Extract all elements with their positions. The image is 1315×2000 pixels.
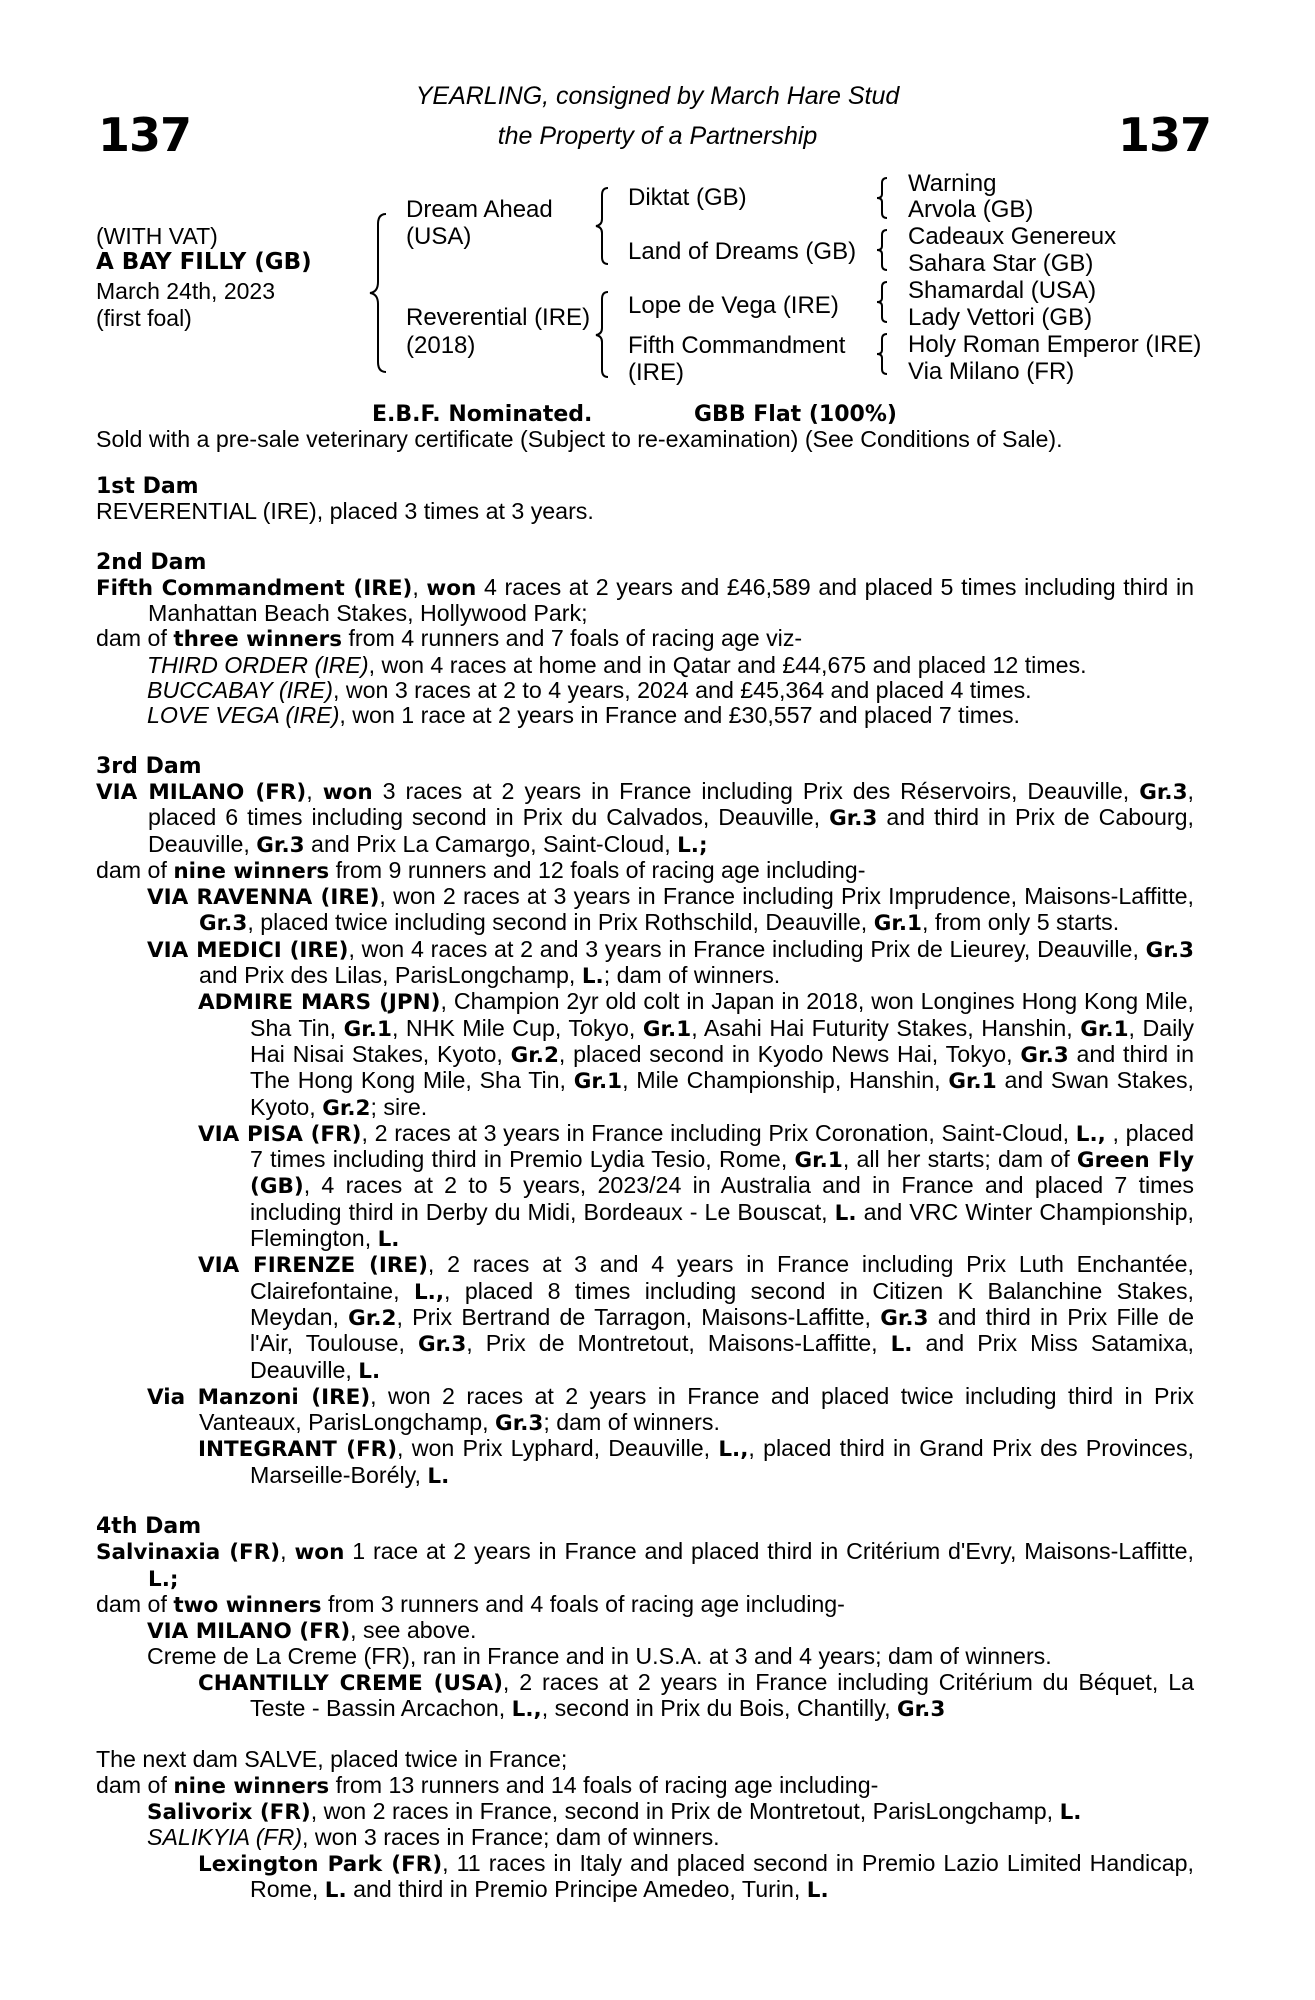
consignor-line: YEARLING, consigned by March Hare Stud bbox=[415, 82, 900, 110]
next-dam-line: The next dam SALVE, placed twice in France; bbox=[96, 1746, 568, 1773]
dam-of-label: dam of bbox=[96, 625, 167, 652]
progeny-via-manzoni: Via Manzoni (IRE), won 2 races at 2 years in France and placed twice including third in Prix Vanteaux, ParisLongchamp, Gr.3; dam of winners. bbox=[147, 1382, 1194, 1437]
sire-dam: Land of Dreams (GB) bbox=[628, 238, 857, 265]
g3-5: Lady Vettori (GB) bbox=[908, 304, 1093, 331]
dam-brace bbox=[592, 290, 612, 380]
catalogue-body bbox=[96, 474, 1194, 1903]
progeny-via-medici: VIA MEDICI (IRE), won 4 races at 2 and 3 years in France including Prix de Lieurey, Deauville, Gr.3 and Prix des Lilas, ParisLongchamp, L.; dam of winners. bbox=[147, 935, 1194, 990]
dam-sire: Lope de Vega (IRE) bbox=[628, 292, 839, 319]
progeny-name: LOVE VEGA (IRE) bbox=[147, 702, 340, 729]
dam3-name: VIA MILANO (FR) bbox=[96, 779, 307, 805]
progeny-salikyia: SALIKYIA (FR), won 3 races in France; dam of winners. bbox=[147, 1824, 720, 1851]
g3-7: Via Milano (FR) bbox=[908, 358, 1075, 385]
dam4-heading: 4th Dam bbox=[96, 1513, 202, 1539]
dam-year: (2018) bbox=[406, 332, 476, 359]
progeny-via-ravenna: VIA RAVENNA (IRE), won 2 races at 3 years in France including Prix Imprudence, Maisons-Laffitte, Gr.3, placed twice including second in Prix Rothschild, Deauville, Gr.1, from only 5 starts. bbox=[147, 883, 1194, 937]
foaling-date: March 24th, 2023 bbox=[96, 278, 276, 304]
progeny-text: , won 3 races at 2 to 4 years, 2024 and £45,364 and placed 4 times. bbox=[332, 677, 1032, 704]
progeny-item bbox=[96, 653, 1194, 678]
dam2-record: Fifth Commandment (IRE), won 4 races at 2 years and £46,589 and placed 5 times including third in Manhattan Beach Stakes, Hollywood Park; bbox=[96, 573, 1194, 627]
progeny-item bbox=[96, 678, 1194, 703]
progeny-text: , won 1 race at 2 years in France and £30,557 and placed 7 times. bbox=[339, 702, 1020, 729]
progeny-integrant: INTEGRANT (FR), won Prix Lyphard, Deauville, L.,, placed third in Grand Prix des Provinces, Marseille-Borély, L. bbox=[198, 1435, 1194, 1489]
dam3-record: VIA MILANO (FR), won 3 races at 2 years in France including Prix des Réservoirs, Deauville, Gr.3, placed 6 times including second in Prix du Calvados, Deauville, Gr.3 and third in Prix de Cabourg, Deauville, Gr.3 and Prix La Camargo, Saint-Cloud, L.; bbox=[96, 777, 1194, 858]
g3-brace-1 bbox=[873, 176, 891, 220]
progeny-salivorix: Salivorix (FR), won 2 races in France, second in Prix de Montretout, ParisLongchamp, L. bbox=[147, 1797, 1082, 1825]
next-dam-dam-of: dam of nine winners from 13 runners and 14 foals of racing age including- bbox=[96, 1771, 879, 1799]
g3-brace-2 bbox=[873, 228, 891, 272]
dam-dam-country: (IRE) bbox=[628, 359, 684, 386]
dam2-heading: 2nd Dam bbox=[96, 549, 207, 575]
g3-4: Shamardal (USA) bbox=[908, 277, 1097, 304]
lot-number-right: 137 bbox=[1118, 108, 1212, 162]
vet-certificate-note: Sold with a pre-sale veterinary certificate (Subject to re-examination) (See Conditions of Sale). bbox=[96, 426, 1063, 452]
vat-label: (WITH VAT) bbox=[96, 223, 218, 249]
g3-3: Sahara Star (GB) bbox=[908, 250, 1094, 277]
dam2-won: won bbox=[426, 575, 477, 601]
dam-name: Reverential (IRE) bbox=[406, 304, 591, 331]
g3-brace-4 bbox=[873, 332, 891, 376]
horse-name: A BAY FILLY (GB) bbox=[96, 249, 312, 275]
dam3-won: won bbox=[322, 779, 373, 805]
dam1-text: REVERENTIAL (IRE), placed 3 times at 3 years. bbox=[96, 498, 594, 525]
progeny-via-milano: VIA MILANO (FR), see above. bbox=[147, 1617, 477, 1645]
g3-6: Holy Roman Emperor (IRE) bbox=[908, 331, 1202, 358]
dam2-winners: three winners bbox=[173, 627, 343, 653]
progeny-item bbox=[96, 703, 1194, 728]
property-line: the Property of a Partnership bbox=[497, 122, 818, 150]
dam-dam: Fifth Commandment bbox=[628, 332, 846, 359]
sire-brace bbox=[592, 186, 612, 266]
sire-country: (USA) bbox=[406, 223, 472, 250]
gbb-nomination: GBB Flat (100%) bbox=[694, 402, 897, 427]
dam2-name: Fifth Commandment (IRE) bbox=[96, 575, 413, 601]
dam3-dam-of: dam of nine winners from 9 runners and 12 foals of racing age including- bbox=[96, 856, 866, 884]
sire-name: Dream Ahead bbox=[406, 196, 553, 223]
sire-sire: Diktat (GB) bbox=[628, 184, 747, 211]
g3-brace-3 bbox=[873, 280, 891, 324]
progeny-creme-de-la-creme: Creme de La Creme (FR), ran in France and in U.S.A. at 3 and 4 years; dam of winners. bbox=[147, 1643, 1052, 1670]
pedigree-main-brace bbox=[366, 212, 390, 374]
dam2-dam-of bbox=[96, 626, 1194, 652]
dam1-heading: 1st Dam bbox=[96, 474, 199, 499]
progeny-name: THIRD ORDER (IRE) bbox=[147, 651, 369, 678]
g3-2: Cadeaux Genereux bbox=[908, 223, 1117, 250]
progeny-text: , won 4 races at home and in Qatar and £44,675 and placed 12 times. bbox=[368, 651, 1087, 678]
progeny-lexington-park: Lexington Park (FR), 11 races in Italy and placed second in Premio Lazio Limited Handicap, Rome, L. and third in Premio Principe Amedeo, Turin, L. bbox=[198, 1849, 1194, 1903]
progeny-name: BUCCABAY (IRE) bbox=[147, 677, 333, 704]
foal-note: (first foal) bbox=[96, 305, 192, 331]
progeny-admire-mars: ADMIRE MARS (JPN), Champion 2yr old colt in Japan in 2018, won Longines Hong Kong Mile, Sha Tin, Gr.1, NHK Mile Cup, Tokyo, Gr.1, Asahi Hai Futurity Stakes, Hanshin, Gr.1, Daily Hai Nisai Stakes, Kyoto, Gr.2, placed second in Kyodo News Hai, Tokyo, Gr.3 and third in The Hong Kong Mile, Sha Tin, Gr.1, Mile Championship, Hanshin, Gr.1 and Swan Stakes, Kyoto, Gr.2; sire. bbox=[198, 988, 1195, 1121]
dam2-text: 4 races at 2 years and £46,589 and placed 5 times including third in Manhattan Beach Stakes, Hollywood Park; bbox=[148, 573, 1194, 627]
g3-1: Arvola (GB) bbox=[908, 196, 1034, 223]
progeny-via-pisa: VIA PISA (FR), 2 races at 3 years in France including Prix Coronation, Saint-Cloud, L., , placed 7 times including third in Premio Lydia Tesio, Rome, Gr.1, all her starts; dam of Green Fly (GB), 4 races at 2 to 5 years, 2023/24 in Australia and in France and placed 7 times including third in Derby du Midi, Bordeaux - Le Bouscat, L. and VRC Winter Championship, Flemington, L. bbox=[198, 1119, 1194, 1253]
progeny-chantilly-creme: CHANTILLY CREME (USA), 2 races at 2 years in France including Critérium du Béquet, La Teste - Bassin Arcachon, L.,, second in Prix du Bois, Chantilly, Gr.3 bbox=[198, 1668, 1194, 1723]
dam2-runners: from 4 runners and 7 foals of racing age viz- bbox=[348, 625, 803, 652]
g3-0: Warning bbox=[908, 170, 997, 197]
lot-number-left: 137 bbox=[98, 108, 192, 162]
progeny-via-firenze: VIA FIRENZE (IRE), 2 races at 3 and 4 years in France including Prix Luth Enchantée, Clairefontaine, L.,, placed 8 times including second in Citizen K Balanchine Stakes, Meydan, Gr.2, Prix Bertrand de Tarragon, Maisons-Laffitte, Gr.3 and third in Prix Fille de l'Air, Toulouse, Gr.3, Prix de Montretout, Maisons-Laffitte, L. and Prix Miss Satamixa, Deauville, L. bbox=[198, 1251, 1194, 1384]
dam4-dam-of: dam of two winners from 3 runners and 4 foals of racing age including- bbox=[96, 1590, 845, 1618]
dam4-record: Salvinaxia (FR), won 1 race at 2 years in France and placed third in Critérium d'Evry, Maisons-Laffitte, L.; bbox=[96, 1538, 1194, 1592]
dam3-winners: nine winners bbox=[173, 858, 330, 884]
dam3-heading: 3rd Dam bbox=[96, 753, 202, 779]
ebf-nomination: E.B.F. Nominated. bbox=[372, 402, 593, 427]
